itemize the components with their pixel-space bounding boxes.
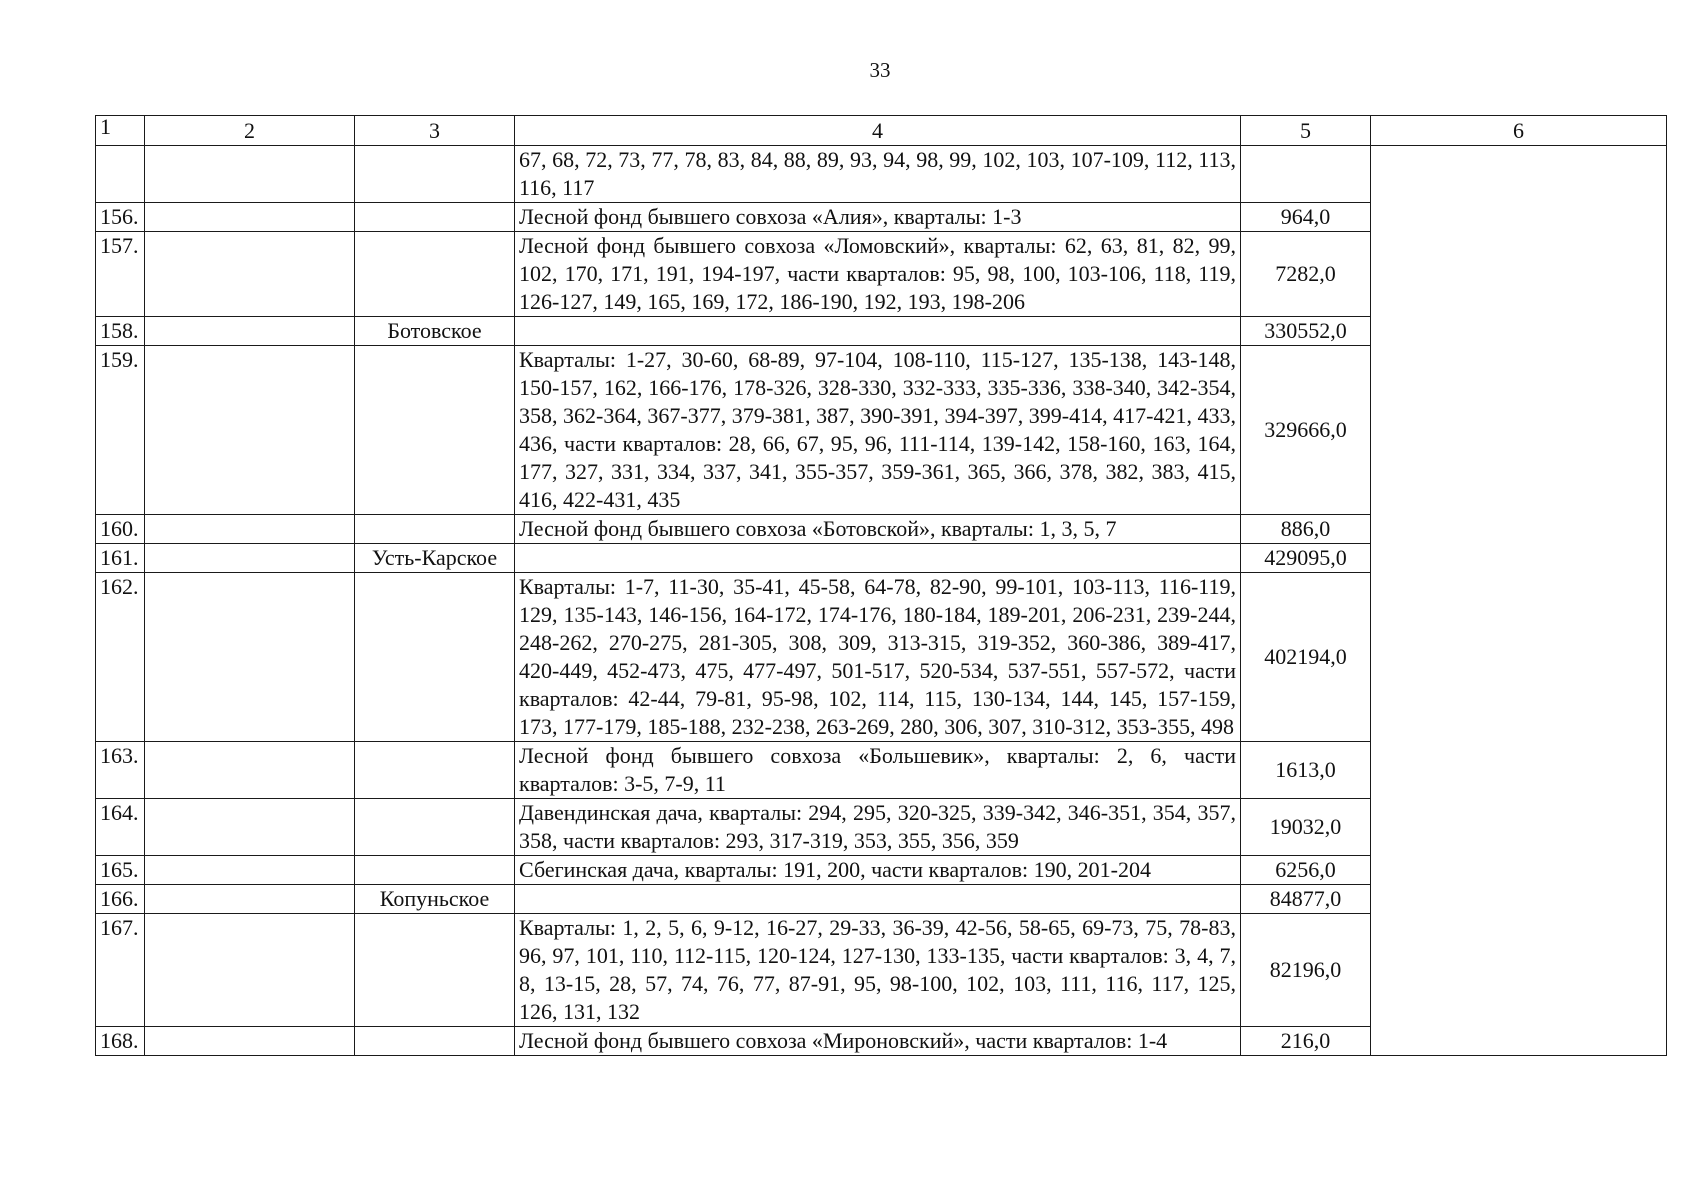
column-2-cell	[145, 515, 355, 544]
header-cell: 6	[1371, 116, 1667, 146]
area-cell: 19032,0	[1241, 799, 1371, 856]
column-2-cell	[145, 346, 355, 515]
area-cell: 1613,0	[1241, 742, 1371, 799]
row-number-cell: 158.	[96, 317, 145, 346]
settlement-cell	[355, 856, 515, 885]
table-row	[96, 146, 1667, 203]
description-cell	[515, 317, 1241, 346]
settlement-cell	[355, 203, 515, 232]
area-cell: 402194,0	[1241, 573, 1371, 742]
row-number-cell: 157.	[96, 232, 145, 317]
row-number-cell: 168.	[96, 1027, 145, 1056]
settlement-cell	[355, 573, 515, 742]
column-2-cell	[145, 914, 355, 1027]
page-number: 33	[869, 58, 891, 82]
column-2-cell	[145, 856, 355, 885]
column-2-cell	[145, 799, 355, 856]
forest-fund-table	[95, 115, 1667, 1056]
column-2-cell	[145, 317, 355, 346]
description-cell: Кварталы: 1, 2, 5, 6, 9-12, 16-27, 29-33, 36-39, 42-56, 58-65, 69-73, 75, 78-83, 96, 97, 101, 110, 112-115, 120-124, 127-130, 133-135, части кварталов: 3, 4, 7, 8, 13-15, 28, 57, 74, 76, 77, 87-91, 95, 98-100, 102, 103, 111, 116, 117, 125, 126, 131, 132	[515, 914, 1241, 1027]
description-cell: Лесной фонд бывшего совхоза «Ломовский», кварталы: 62, 63, 81, 82, 99, 102, 170, 171, 191, 194-197, части кварталов: 95, 98, 100, 103-106, 118, 119, 126-127, 149, 165, 169, 172, 186-190, 192, 193, 198-206	[515, 232, 1241, 317]
row-number-cell: 167.	[96, 914, 145, 1027]
column-2-cell	[145, 146, 355, 203]
header-cell: 3	[355, 116, 515, 146]
column-2-cell	[145, 573, 355, 742]
area-cell: 7282,0	[1241, 232, 1371, 317]
description-cell: Давендинская дача, кварталы: 294, 295, 320-325, 339-342, 346-351, 354, 357, 358, части кварталов: 293, 317-319, 353, 355, 356, 359	[515, 799, 1241, 856]
area-cell	[1241, 146, 1371, 203]
row-number-cell: 156.	[96, 203, 145, 232]
row-number-cell	[96, 146, 145, 203]
area-cell: 330552,0	[1241, 317, 1371, 346]
settlement-cell	[355, 146, 515, 203]
settlement-cell: Усть-Карское	[355, 544, 515, 573]
settlement-cell	[355, 1027, 515, 1056]
area-cell: 886,0	[1241, 515, 1371, 544]
area-cell: 84877,0	[1241, 885, 1371, 914]
settlement-cell	[355, 799, 515, 856]
description-cell: Лесной фонд бывшего совхоза «Ботовской», кварталы: 1, 3, 5, 7	[515, 515, 1241, 544]
row-number-cell: 164.	[96, 799, 145, 856]
header-cell: 1	[96, 116, 145, 146]
description-cell: Кварталы: 1-7, 11-30, 35-41, 45-58, 64-78, 82-90, 99-101, 103-113, 116-119, 129, 135-143, 146-156, 164-172, 174-176, 180-184, 189-201, 206-231, 239-244, 248-262, 270-275, 281-305, 308, 309, 313-315, 319-352, 360-386, 389-417, 420-449, 452-473, 475, 477-497, 501-517, 520-534, 537-551, 557-572, части кварталов: 42-44, 79-81, 95-98, 102, 114, 115, 130-134, 144, 145, 157-159, 173, 177-179, 185-188, 232-238, 263-269, 280, 306, 307, 310-312, 353-355, 498	[515, 573, 1241, 742]
row-number-cell: 165.	[96, 856, 145, 885]
settlement-cell	[355, 232, 515, 317]
settlement-cell	[355, 346, 515, 515]
settlement-cell	[355, 515, 515, 544]
description-cell: Лесной фонд бывшего совхоза «Алия», кварталы: 1-3	[515, 203, 1241, 232]
settlement-cell: Ботовское	[355, 317, 515, 346]
description-cell: Сбегинская дача, кварталы: 191, 200, части кварталов: 190, 201-204	[515, 856, 1241, 885]
area-cell: 6256,0	[1241, 856, 1371, 885]
area-cell: 216,0	[1241, 1027, 1371, 1056]
header-cell: 4	[515, 116, 1241, 146]
column-6-cell	[1371, 146, 1667, 1056]
header-row	[96, 116, 1667, 146]
column-2-cell	[145, 544, 355, 573]
description-cell	[515, 885, 1241, 914]
settlement-cell: Копуньское	[355, 885, 515, 914]
row-number-cell: 159.	[96, 346, 145, 515]
row-number-cell: 160.	[96, 515, 145, 544]
description-cell: Лесной фонд бывшего совхоза «Большевик», кварталы: 2, 6, части кварталов: 3-5, 7-9, 11	[515, 742, 1241, 799]
area-cell: 329666,0	[1241, 346, 1371, 515]
area-cell: 964,0	[1241, 203, 1371, 232]
column-2-cell	[145, 1027, 355, 1056]
row-number-cell: 162.	[96, 573, 145, 742]
row-number-cell: 161.	[96, 544, 145, 573]
area-cell: 429095,0	[1241, 544, 1371, 573]
column-2-cell	[145, 203, 355, 232]
column-2-cell	[145, 885, 355, 914]
header-cell: 5	[1241, 116, 1371, 146]
area-cell: 82196,0	[1241, 914, 1371, 1027]
column-2-cell	[145, 232, 355, 317]
column-2-cell	[145, 742, 355, 799]
row-number-cell: 163.	[96, 742, 145, 799]
settlement-cell	[355, 914, 515, 1027]
settlement-cell	[355, 742, 515, 799]
description-cell: Лесной фонд бывшего совхоза «Мироновский», части кварталов: 1-4	[515, 1027, 1241, 1056]
description-cell: Кварталы: 1-27, 30-60, 68-89, 97-104, 108-110, 115-127, 135-138, 143-148, 150-157, 162, 166-176, 178-326, 328-330, 332-333, 335-336, 338-340, 342-354, 358, 362-364, 367-377, 379-381, 387, 390-391, 394-397, 399-414, 417-421, 433, 436, части кварталов: 28, 66, 67, 95, 96, 111-114, 139-142, 158-160, 163, 164, 177, 327, 331, 334, 337, 341, 355-357, 359-361, 365, 366, 378, 382, 383, 415, 416, 422-431, 435	[515, 346, 1241, 515]
row-number-cell: 166.	[96, 885, 145, 914]
description-cell: 67, 68, 72, 73, 77, 78, 83, 84, 88, 89, 93, 94, 98, 99, 102, 103, 107-109, 112, 113, 116, 117	[515, 146, 1241, 203]
description-cell	[515, 544, 1241, 573]
header-cell: 2	[145, 116, 355, 146]
